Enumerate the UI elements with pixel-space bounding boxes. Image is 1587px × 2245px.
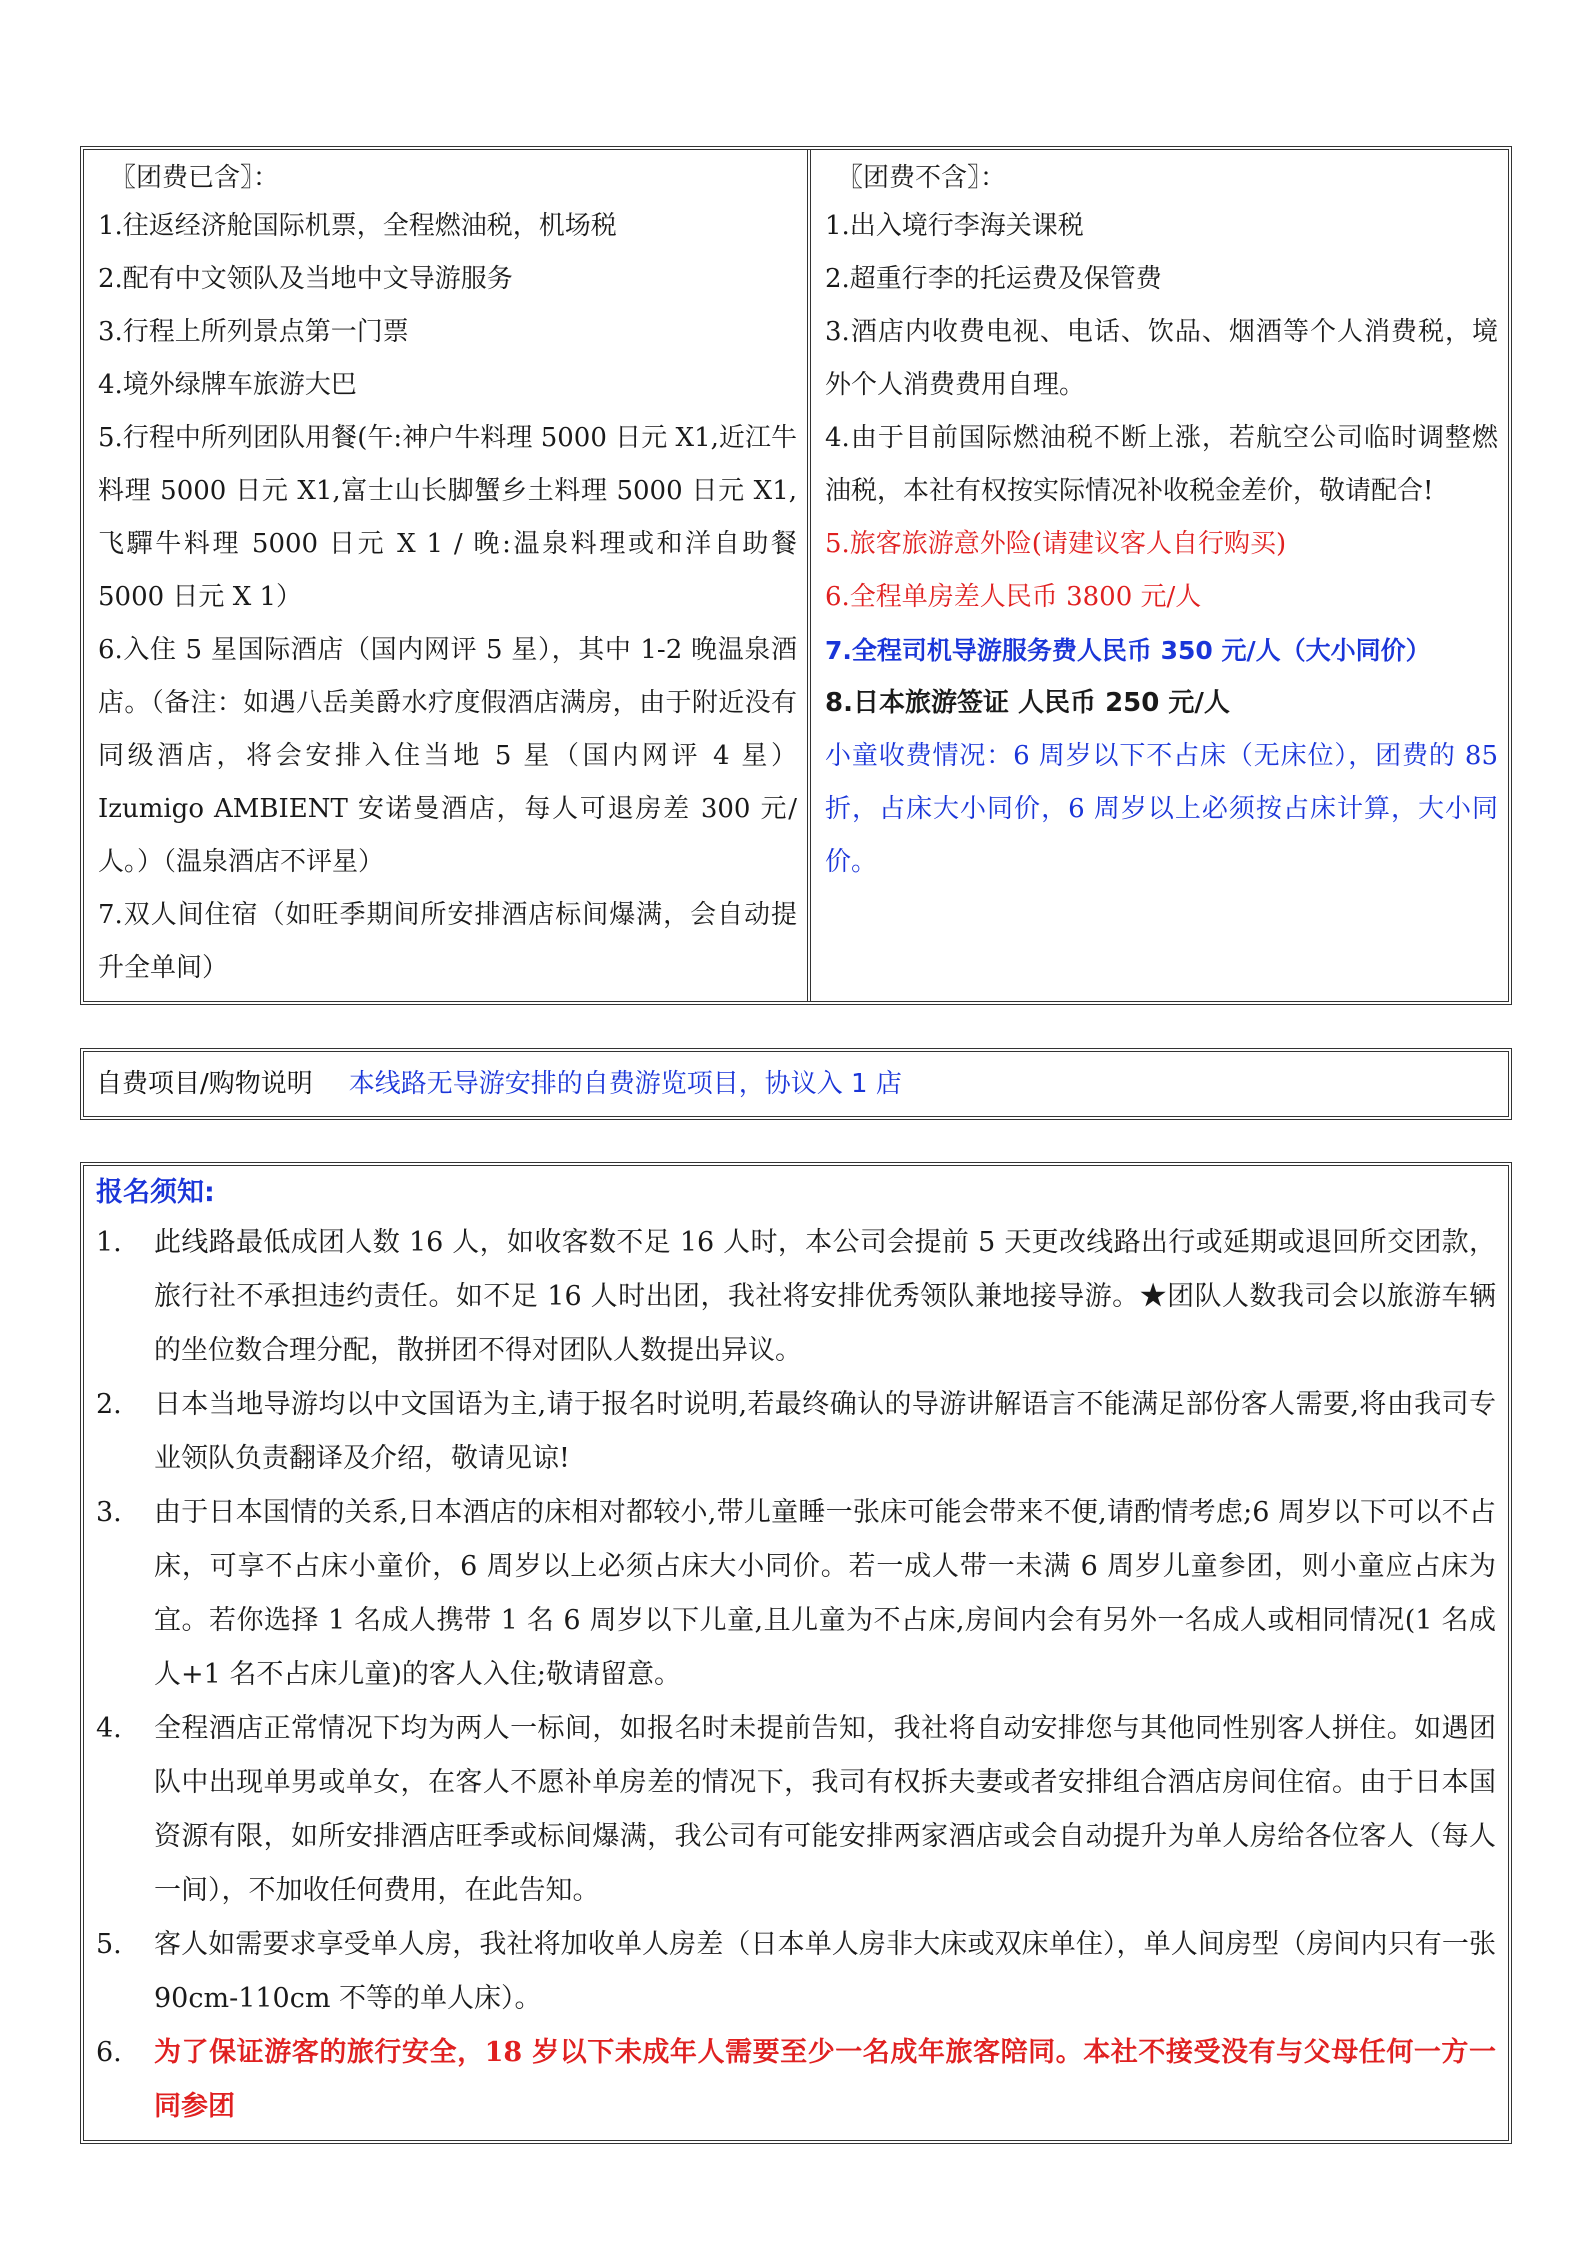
notice-item-text: 此线路最低成团人数 16 人，如收客数不足 16 人时，本公司会提前 5 天更改线路出行或延期或退回所交团款，旅行社不承担违约责任。如不足 16 人时出团，我社将安排优秀领队兼地接导游。★团队人数我司会以旅游车辆的坐位数合理分配，散拼团不得对团队人数提出异议。 [154,1227,1496,1366]
excluded-item: 2.超重行李的托运费及保管费 [825,264,1162,294]
notice-item-text: 为了保证游客的旅行安全，18 岁以下未成年人需要至少一名成年旅客陪同。本社不接受没有与父母任何一方一同参团 [154,2037,1496,2122]
included-item: 5.行程中所列团队用餐(午:神户牛料理 5000 日元 X1,近江牛料理 5000 日元 X1,富士山长脚蟹乡土料理 5000 日元 X1,飞驒牛料理 5000 日元 X 1 / 晚:温泉料理或和洋自助餐 5000 日元 X 1） [98,423,797,612]
excluded-item-service-fee: 7.全程司机导游服务费人民币 350 元/人（大小同价） [825,636,1431,665]
excluded-item-single-room: 6.全程单房差人民币 3800 元/人 [825,582,1202,612]
included-item: 7.双人间住宿（如旺季期间所安排酒店标间爆满，会自动提升全单间） [98,900,797,983]
notice-item-safety [96,2026,1496,2134]
excluded-item: 4.由于目前国际燃油税不断上涨，若航空公司临时调整燃油税，本社有权按实际情况补收税金差价，敬请配合! [825,423,1498,506]
self-pay-box [80,1048,1512,1120]
self-pay-text: 本线路无导游安排的自费游览项目，协议入 1 店 [348,1069,902,1099]
notice-item-num: 6. [96,2037,122,2068]
included-item: 1.往返经济舱国际机票，全程燃油税，机场税 [98,211,617,241]
notice-item-num: 1. [96,1227,122,1258]
notice-item [96,1216,1496,1378]
registration-notice [80,1162,1512,2144]
included-item: 4.境外绿牌车旅游大巴 [98,370,357,400]
fee-included-cell [84,150,811,1001]
notice-item-num: 3. [96,1497,122,1528]
excluded-heading: 〖团费不含〗： [837,163,1007,193]
notice-item-text: 日本当地导游均以中文国语为主,请于报名时说明,若最终确认的导游讲解语言不能满足部份客人需要,将由我司专业领队负责翻译及介绍，敬请见谅! [154,1389,1496,1474]
notice-item [96,1378,1496,1486]
notice-title: 报名须知: [96,1177,215,1208]
excluded-item-insurance: 5.旅客旅游意外险(请建议客人自行购买) [825,529,1287,559]
fee-excluded-cell [811,150,1508,1001]
notice-item [96,1486,1496,1702]
included-heading: 〖团费已含〗： [110,163,280,193]
notice-item [96,1918,1496,2026]
notice-item-num: 5. [96,1929,122,1960]
included-item: 2.配有中文领队及当地中文导游服务 [98,264,513,294]
notice-item-text: 由于日本国情的关系,日本酒店的床相对都较小,带儿童睡一张床可能会带来不便,请酌情考虑;6 周岁以下可以不占床，可享不占床小童价，6 周岁以上必须占床大小同价。若一成人带一未满 6 周岁儿童参团，则小童应占床为宜。若你选择 1 名成人携带 1 名 6 周岁以下儿童,且儿童为不占床,房间内会有另外一名成人或相同情况(1 名成人+1 名不占床儿童)的客人入住;敬请留意。 [154,1497,1496,1690]
notice-item-text: 全程酒店正常情况下均为两人一标间，如报名时未提前告知，我社将自动安排您与其他同性别客人拼住。如遇团队中出现单男或单女，在客人不愿补单房差的情况下，我司有权拆夫妻或者安排组合酒店房间住宿。由于日本国资源有限，如所安排酒店旺季或标间爆满，我公司有可能安排两家酒店或会自动提升为单人房给各位客人（每人一间），不加收任何费用，在此告知。 [154,1713,1496,1906]
excluded-item: 1.出入境行李海关课税 [825,211,1084,241]
notice-item-num: 2. [96,1389,122,1420]
included-item: 6.入住 5 星国际酒店（国内网评 5 星），其中 1-2 晚温泉酒店。（备注：如遇八岳美爵水疗度假酒店满房，由于附近没有同级酒店，将会安排入住当地 5 星（国内网评 4 星）Izumigo AMBIENT 安诺曼酒店，每人可退房差 300 元/人。）（温泉酒店不评星） [98,635,797,877]
self-pay-label: 自费项目/购物说明 [96,1069,313,1099]
excluded-item: 3.酒店内收费电视、电话、饮品、烟酒等个人消费税，境外个人消费费用自理。 [825,317,1498,400]
fee-table [80,146,1512,1005]
child-fee-note: 小童收费情况：6 周岁以下不占床（无床位），团费的 85 折，占床大小同价，6 周岁以上必须按占床计算，大小同价。 [825,741,1498,877]
notice-item-text: 客人如需要求享受单人房，我社将加收单人房差（日本单人房非大床或双床单住），单人间房型（房间内只有一张 90cm-110cm 不等的单人床）。 [154,1929,1496,2014]
notice-item-num: 4. [96,1713,122,1744]
notice-item [96,1702,1496,1918]
excluded-item-visa: 8.日本旅游签证 人民币 250 元/人 [825,688,1230,718]
included-item: 3.行程上所列景点第一门票 [98,317,409,347]
